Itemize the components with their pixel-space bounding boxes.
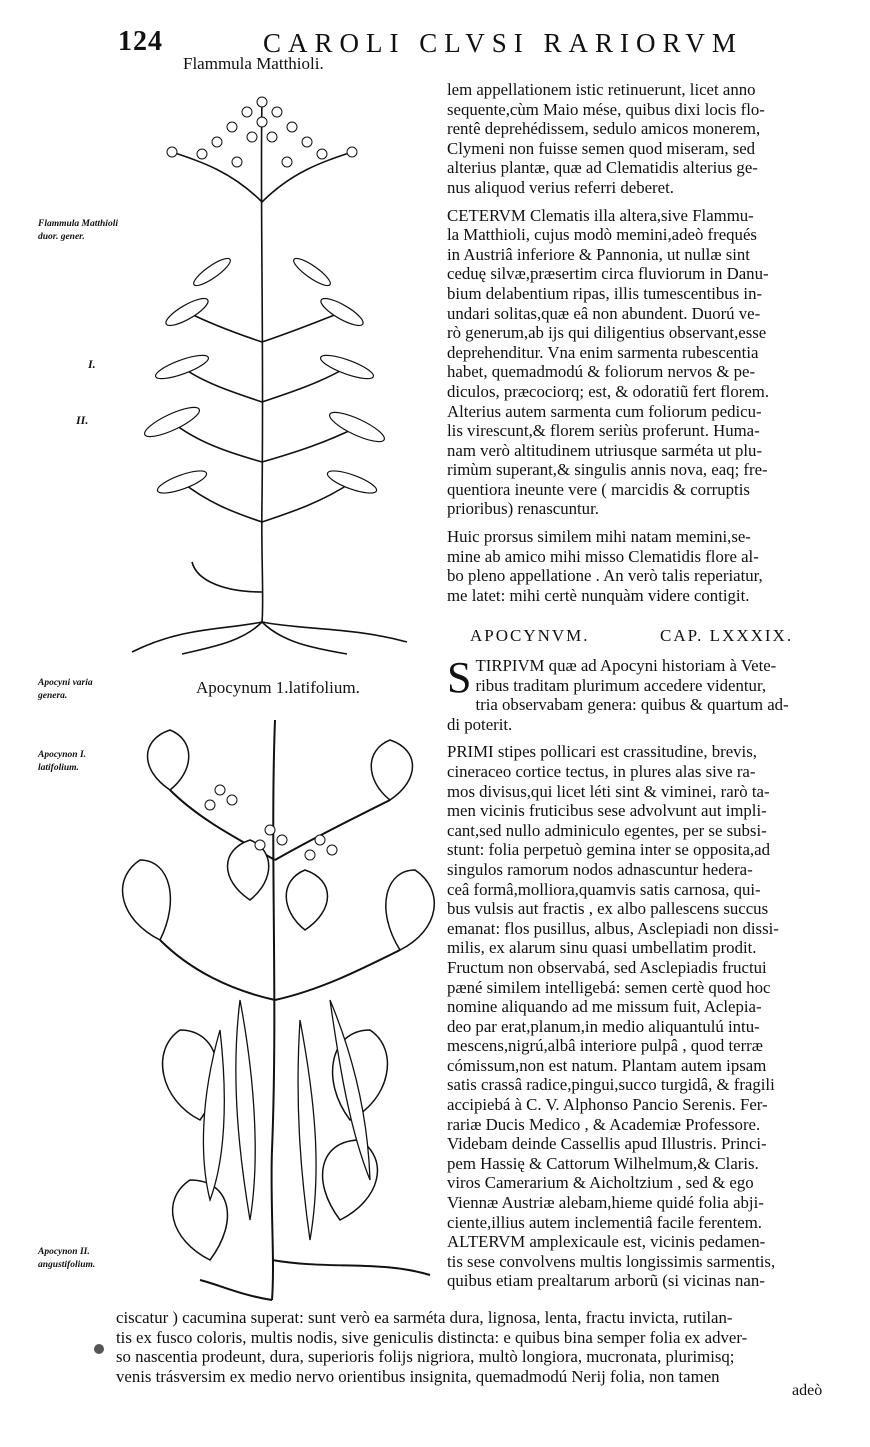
sidenote-numeral-2: II. (76, 413, 89, 427)
text-line: Fructum non observabá, sed Asclepiadis fructui (447, 957, 767, 977)
running-title: CAROLI CLVSI RARIORVM (263, 28, 743, 58)
text-line: venis trásversim ex medio nervo orientibus insignita, quemadmodú Nerij folia, non tamen (116, 1366, 720, 1386)
text-line: lis virescunt,& florem seriùs proferunt. Huma- (447, 421, 760, 441)
text-line: Huic prorsus similem mihi natam memini,se- (447, 527, 751, 547)
text-line: nomine aliquando ad me missum fuit, Aclepia- (447, 997, 762, 1017)
paragraph-alterum (447, 1232, 822, 1291)
text-line: habet, quemadmodú & foliorum nervos & pe- (447, 362, 756, 382)
paragraph-stirpium (447, 653, 822, 734)
text-line: la Matthioli, cujus modò memini,adeò frequés (447, 225, 757, 245)
sidenote-numeral-1: I. (88, 357, 96, 371)
text-line: tria observabam genera: quibus & quartum ad- (475, 695, 789, 715)
text-line: Alterius autem sarmenta cum foliorum pedicu- (447, 401, 762, 421)
text-line: CETERVM Clematis illa altera,sive Flammu- (447, 205, 754, 225)
sidenote-apocynon-2: Apocynon II. angustifolium. (38, 1247, 96, 1270)
ink-smudge (94, 1344, 104, 1354)
text-line: cineraceo cortice tectus, in plures alas sive ra- (447, 761, 756, 781)
text-line: TIRPIVM quæ ad Apocyni historiam à Vete- (475, 656, 777, 675)
text-line: nam verò altitudinem utriusque sarméta ut plu- (447, 440, 763, 460)
sidenote-flammula: Flammula Matthioli duor. gener. (38, 219, 118, 242)
text-line: rariæ Ducis Medico , & Academiæ Professore. (447, 1114, 761, 1134)
text-line: tis ex fusco coloris, multis nodis, sive geniculis distincta: e quibus bina semper folia ex adver- (116, 1327, 748, 1347)
figure-label-apocynum: Apocynum 1.latifolium. (196, 678, 360, 697)
text-line: ceduę silvæ,præsertim circa fluviorum in Danu- (447, 264, 769, 284)
paragraph-huic (447, 527, 822, 605)
text-line: viros Camerarium & Aicholtzium , sed & ego (447, 1173, 754, 1193)
full-width-text (116, 1308, 826, 1386)
text-column-top (447, 80, 822, 613)
text-line: bium delabentium ripas, illis tumescentibus in- (447, 283, 763, 303)
text-line: prioribus) renascuntur. (447, 499, 599, 519)
text-line: emanat: flos pusillus, albus, Asclepiadi non dissi- (447, 918, 779, 938)
text-line: diculos, præcociorq; est, & odoratiũ fert florem. (447, 381, 770, 401)
text-line: in Austriâ inferiore & Pannonia, ut nullæ sint (447, 244, 750, 264)
chapter-heading (470, 626, 830, 646)
text-line: singulos ramorum nodos adnascuntur hedera- (447, 859, 753, 879)
text-line: me latet: mihi certè nunquàm videre contigit. (447, 585, 750, 605)
text-line: deo par erat,planum,in medio aliquantulú intu- (447, 1016, 760, 1036)
text-line: satis crassâ radice,pingui,succo turgidâ, & fragili (447, 1075, 775, 1095)
text-line: nus aliquod verius referri deberet. (447, 177, 674, 197)
text-line: rimùm superant,& singulis annis nova, eaq; fre- (447, 460, 768, 480)
text-line: bo pleno appellatione . An verò talis reperiatur, (447, 566, 763, 586)
text-line: cómissum,non est natum. Plantam autem ipsam (447, 1055, 767, 1075)
text-line: pæné similem intelligebá: semen certè quod hoc (447, 977, 771, 997)
woodcut-flammula-illustration (112, 82, 412, 657)
text-line: Videbam deinde Cassellis apud Illustris. Princi- (447, 1134, 767, 1154)
text-line: mos divisus,qui licet léti sint & viminei, rarò ta- (447, 781, 770, 801)
text-line: ciente,illius autem inclementiâ facile ferentem. (447, 1212, 762, 1232)
text-line: mescens,nigrú,albâ interiore pulpâ , quod terræ (447, 1036, 763, 1056)
text-line: di poterit. (447, 714, 513, 734)
text-line: pem Hassię & Cattorum Wilhelmum,& Claris. (447, 1153, 759, 1173)
text-line: deprehenditur. Vna enim sarmenta rubescentia (447, 342, 759, 362)
text-line: tis sese convolvens multis longissimis sarmentis, (447, 1251, 776, 1271)
text-line: men vicinis fruticibus sese advolvunt aut impli- (447, 801, 767, 821)
text-line: ceâ formâ,molliora,quamvis satis carnosa, qui- (447, 879, 761, 899)
sidenote-apocynon-1: Apocynon I. latifolium. (38, 750, 87, 773)
chapter-number: CAP. LXXXIX. (660, 626, 794, 645)
text-line: Viennæ Austriæ alebam,hieme quidé folia abji- (447, 1193, 764, 1213)
text-line: sequente,cùm Maio mése, quibus dixi locis flo- (447, 99, 765, 119)
text-line: quibus etiam prealtarum arborũ (si vicinas nan- (447, 1271, 765, 1291)
sidenote-apocyni-genera: Apocyni varia genera. (38, 678, 93, 701)
paragraph-primi (447, 742, 822, 1232)
text-line: lem appellationem istic retinuerunt, licet anno (447, 80, 756, 99)
text-line: ribus traditam plurimum accedere videntur, (475, 675, 767, 695)
text-line: PRIMI stipes pollicari est crassitudine, brevis, (447, 742, 757, 762)
catchword: adeò (792, 1382, 823, 1399)
text-line: accipiebá à C. V. Alphonso Pancio Serenis. Fer- (447, 1095, 768, 1115)
text-line: ALTERVM amplexicaule est, vicinis pedamen- (447, 1232, 766, 1252)
text-line: quentiora ineunte vere ( marcidis & corruptis (447, 479, 750, 499)
paragraph-ceterum (447, 206, 822, 520)
text-line: Clymeni non fuisse semen quod miseram, sed (447, 138, 756, 158)
paragraph-intro (447, 80, 822, 198)
text-line: so nascentia prodeunt, dura, superioris folijs nigriora, multò longiora, mucronata, plurimisq; (116, 1347, 735, 1367)
page-number: 124 (118, 26, 163, 57)
text-line: rentê deprehédissem, sedulo amicos monerem, (447, 119, 761, 139)
text-line: alterius plantæ, quæ ad Clematidis alterius ge- (447, 158, 758, 178)
text-line: undari solitas,quæ eâ non abundent. Duorú ve- (447, 303, 761, 323)
text-line: mine ab amico mihi misso Clematidis flore al- (447, 546, 759, 566)
text-column-bottom (447, 653, 822, 1299)
chapter-title: APOCYNVM. (470, 626, 590, 645)
figure-label-flammula: Flammula Matthioli. (183, 54, 324, 73)
woodcut-apocynum-illustration (100, 700, 445, 1305)
text-line: stunt: folia perpetuò gemina inter se opposita,ad (447, 840, 770, 860)
text-line: milis, ex alarum sinu quasi umbellatim prodit. (447, 938, 757, 958)
text-line: bus vulsis aut fractis , ex albo pallescens succus (447, 899, 769, 919)
text-line: rò generum,ab ijs qui diligentius observant,esse (447, 323, 767, 343)
drop-cap: S (447, 653, 472, 702)
text-line: cant,sed nullo adminiculo egentes, per se subsi- (447, 820, 767, 840)
text-line: ciscatur ) cacumina superat: sunt verò ea sarméta dura, lignosa, lenta, fractu invicta, rutilan- (116, 1308, 733, 1327)
